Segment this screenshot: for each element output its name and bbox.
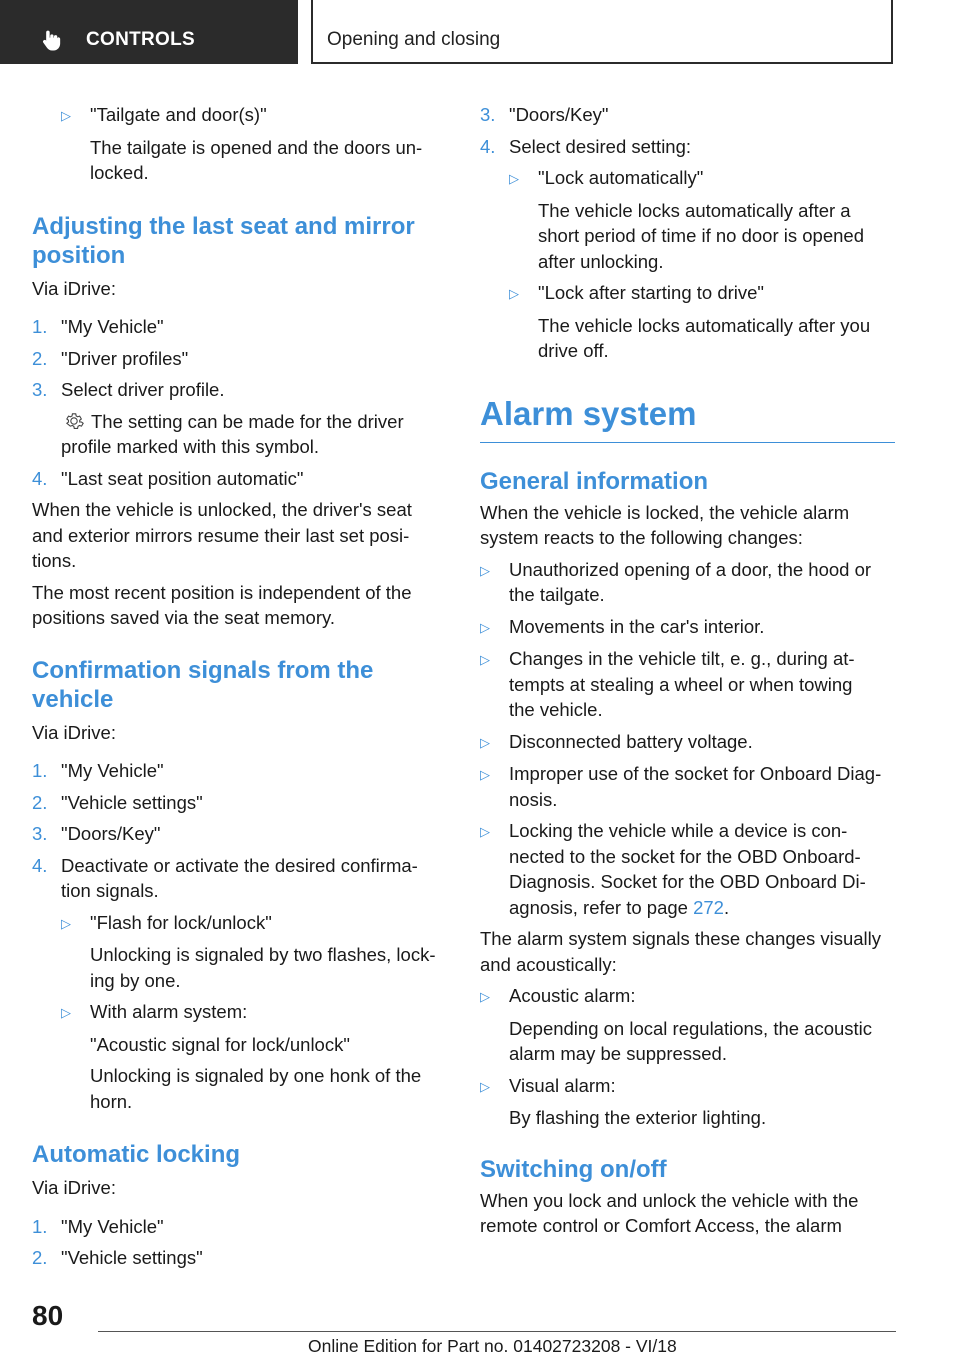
bullet-desc: The vehicle locks automatically after a (538, 199, 851, 221)
bullet-desc: Depending on local regulations, the acoustic (509, 1017, 873, 1039)
list-item (61, 102, 447, 129)
bullet-text: Visual alarm: (509, 1074, 616, 1096)
bullet-text: Improper use of the socket for Onboard Diag- (509, 763, 882, 784)
bullet-text: Acoustic alarm: (509, 985, 636, 1006)
bullet-text: Unauthorized opening of a door, the hood or (509, 558, 872, 580)
gear-icon (63, 410, 85, 432)
list-number: 4. (32, 467, 48, 489)
list-number: 3. (32, 379, 48, 400)
list-text: "Driver profiles" (61, 347, 189, 369)
profile-note-text: profile marked with this symbol. (61, 436, 320, 457)
list-item (480, 646, 895, 723)
profile-note (61, 409, 447, 435)
bullet-text: "Lock after starting to drive" (538, 282, 764, 303)
numbered-item (32, 790, 447, 816)
bullet-triangle-icon: ▷ (480, 619, 490, 635)
bullet-desc: The tailgate is opened and the doors un- (90, 136, 423, 158)
list-text-line: tion signals. (61, 880, 159, 901)
paragraph: remote control or Comfort Access, the alarm (480, 1215, 842, 1236)
numbered-item (32, 466, 447, 492)
via-idrive-text: Via iDrive: (32, 721, 116, 743)
list-text: "Vehicle settings" (61, 1247, 203, 1268)
bullet-triangle-icon: ▷ (480, 652, 490, 667)
numbered-item (32, 758, 447, 784)
bullet-desc: By flashing the exterior lighting. (509, 1107, 767, 1128)
paragraph: When the vehicle is locked, the vehicle alarm (480, 501, 850, 523)
section-header (311, 0, 893, 64)
bullet-text: the vehicle. (509, 699, 603, 720)
list-text: "My Vehicle" (61, 1215, 164, 1237)
paragraph: The alarm system signals these changes visually (480, 928, 882, 949)
bullet-desc: locked. (90, 162, 149, 183)
bullet-text: "Flash for lock/unlock" (90, 911, 272, 933)
bullet-triangle-icon: ▷ (480, 989, 490, 1004)
bullet-desc: alarm may be suppressed. (509, 1043, 727, 1064)
numbered-item (32, 377, 447, 403)
bullet-text: "Lock automatically" (538, 167, 704, 188)
bullet-text: "Tailgate and door(s)" (90, 104, 267, 125)
paragraph: When the vehicle is unlocked, the driver's seat (32, 499, 412, 520)
list-item (480, 818, 895, 920)
list-item (509, 280, 895, 307)
bullet-text: Changes in the vehicle tilt, e. g., during at- (509, 648, 855, 669)
list-number: 1. (32, 1215, 48, 1237)
bullet-text: nosis. (509, 788, 558, 810)
section-heading: Switching on/off (480, 1155, 667, 1183)
list-item (480, 729, 895, 756)
bullet-triangle-icon: ▷ (61, 108, 71, 123)
page-number: 80 (32, 1300, 64, 1331)
numbered-item (32, 346, 447, 372)
bullet-desc: The vehicle locks automatically after you (538, 314, 871, 336)
list-item (480, 557, 895, 608)
bullet-text: the tailgate. (509, 584, 605, 605)
list-item (61, 999, 447, 1026)
bullet-desc: "Acoustic signal for lock/unlock" (90, 1033, 350, 1055)
via-idrive-text: Via iDrive: (32, 277, 116, 299)
list-text: "My Vehicle" (61, 316, 164, 337)
bullet-triangle-icon: ▷ (480, 562, 490, 578)
paragraph: tions. (32, 550, 77, 571)
bullet-text: Movements in the car's interior. (509, 615, 765, 637)
section-title: Opening and closing (327, 29, 501, 50)
bullet-desc: Unlocking is signaled by two flashes, lock- (90, 944, 436, 965)
bullet-text: Diagnosis. Socket for the OBD Onboard Di- (509, 871, 866, 892)
list-number: 4. (32, 854, 48, 876)
list-number: 1. (32, 760, 48, 781)
numbered-item (32, 1245, 447, 1271)
list-text: "Doors/Key" (61, 823, 161, 844)
list-text: "Last seat position automatic" (61, 467, 304, 489)
profile-note-text: The setting can be made for the driver (91, 410, 404, 432)
numbered-item (480, 102, 895, 128)
bullet-desc: Unlocking is signaled by one honk of the (90, 1065, 422, 1086)
numbered-item (32, 853, 447, 904)
section-heading: vehicle (32, 685, 114, 713)
list-text (61, 853, 447, 904)
paragraph: positions saved via the seat memory. (32, 607, 335, 628)
section-heading: Confirmation signals from the (32, 656, 374, 684)
list-item (480, 614, 895, 641)
list-number: 1. (32, 316, 48, 337)
list-text: Select driver profile. (61, 379, 225, 400)
list-number: 2. (32, 1247, 48, 1268)
bullet-desc: short period of time if no door is opened (538, 225, 864, 246)
left-column (32, 102, 447, 1271)
section-heading: General information (480, 467, 709, 495)
list-text: "Vehicle settings" (61, 791, 203, 813)
bullet-desc: ing by one. (90, 969, 181, 991)
list-item (61, 910, 447, 937)
bullet-triangle-icon: ▷ (480, 767, 490, 782)
list-item (480, 983, 895, 1010)
section-heading: Automatic locking (32, 1141, 241, 1168)
right-column (480, 102, 895, 1239)
bullet-text: . (723, 896, 730, 918)
section-heading: position (32, 241, 126, 269)
list-text: "Doors/Key" (509, 104, 609, 125)
bullet-text: nected to the socket for the OBD Onboard- (509, 845, 861, 867)
numbered-item (32, 314, 447, 340)
list-text: "My Vehicle" (61, 760, 164, 781)
list-text: Select desired setting: (509, 135, 692, 157)
list-number: 2. (32, 791, 48, 813)
paragraph: When you lock and unlock the vehicle with the (480, 1189, 859, 1211)
list-number: 3. (32, 823, 48, 844)
bullet-desc: after unlocking. (538, 250, 664, 272)
via-idrive-text: Via iDrive: (32, 1177, 116, 1198)
paragraph: system reacts to the following changes: (480, 527, 803, 548)
footer-edition: Online Edition for Part no. 01402723208 - VI/18 (308, 1336, 677, 1356)
paragraph: and exterior mirrors resume their last set posi- (32, 524, 410, 546)
bullet-triangle-icon: ▷ (509, 171, 519, 186)
list-text-line: Deactivate or activate the desired confirma- (61, 854, 418, 876)
chapter-heading: Alarm system (480, 394, 895, 443)
bullet-desc: horn. (90, 1090, 133, 1112)
bullet-text: Disconnected battery voltage. (509, 730, 753, 752)
bullet-text: tempts at stealing a wheel or when towing (509, 673, 853, 695)
list-item (509, 165, 895, 192)
chapter-tab (0, 0, 298, 64)
bullet-desc: drive off. (538, 340, 609, 361)
list-number: 2. (32, 347, 48, 369)
bullet-triangle-icon: ▷ (61, 915, 71, 931)
bullet-triangle-icon: ▷ (509, 286, 519, 301)
bullet-text: With alarm system: (90, 1001, 248, 1022)
bullet-triangle-icon: ▷ (480, 824, 490, 839)
list-item (480, 761, 895, 812)
list-number: 4. (480, 135, 496, 157)
bullet-text: agnosis, refer to page (509, 896, 694, 918)
section-heading: Adjusting the last seat and mirror (32, 212, 415, 240)
list-number: 3. (480, 104, 496, 125)
footer-divider (98, 1331, 896, 1332)
paragraph: and acoustically: (480, 953, 617, 975)
numbered-item (32, 1214, 447, 1240)
bullet-triangle-icon: ▷ (480, 734, 490, 750)
list-item (480, 1073, 895, 1100)
paragraph: The most recent position is independent of the (32, 581, 412, 603)
page-reference-link[interactable]: 272 (693, 896, 724, 918)
bullet-text: Locking the vehicle while a device is con- (509, 820, 848, 841)
bullet-triangle-icon: ▷ (61, 1005, 71, 1020)
numbered-item (480, 134, 895, 160)
pointing-hand-icon (38, 26, 66, 54)
chapter-label: CONTROLS (86, 29, 196, 50)
bullet-triangle-icon: ▷ (480, 1078, 490, 1094)
numbered-item (32, 821, 447, 847)
